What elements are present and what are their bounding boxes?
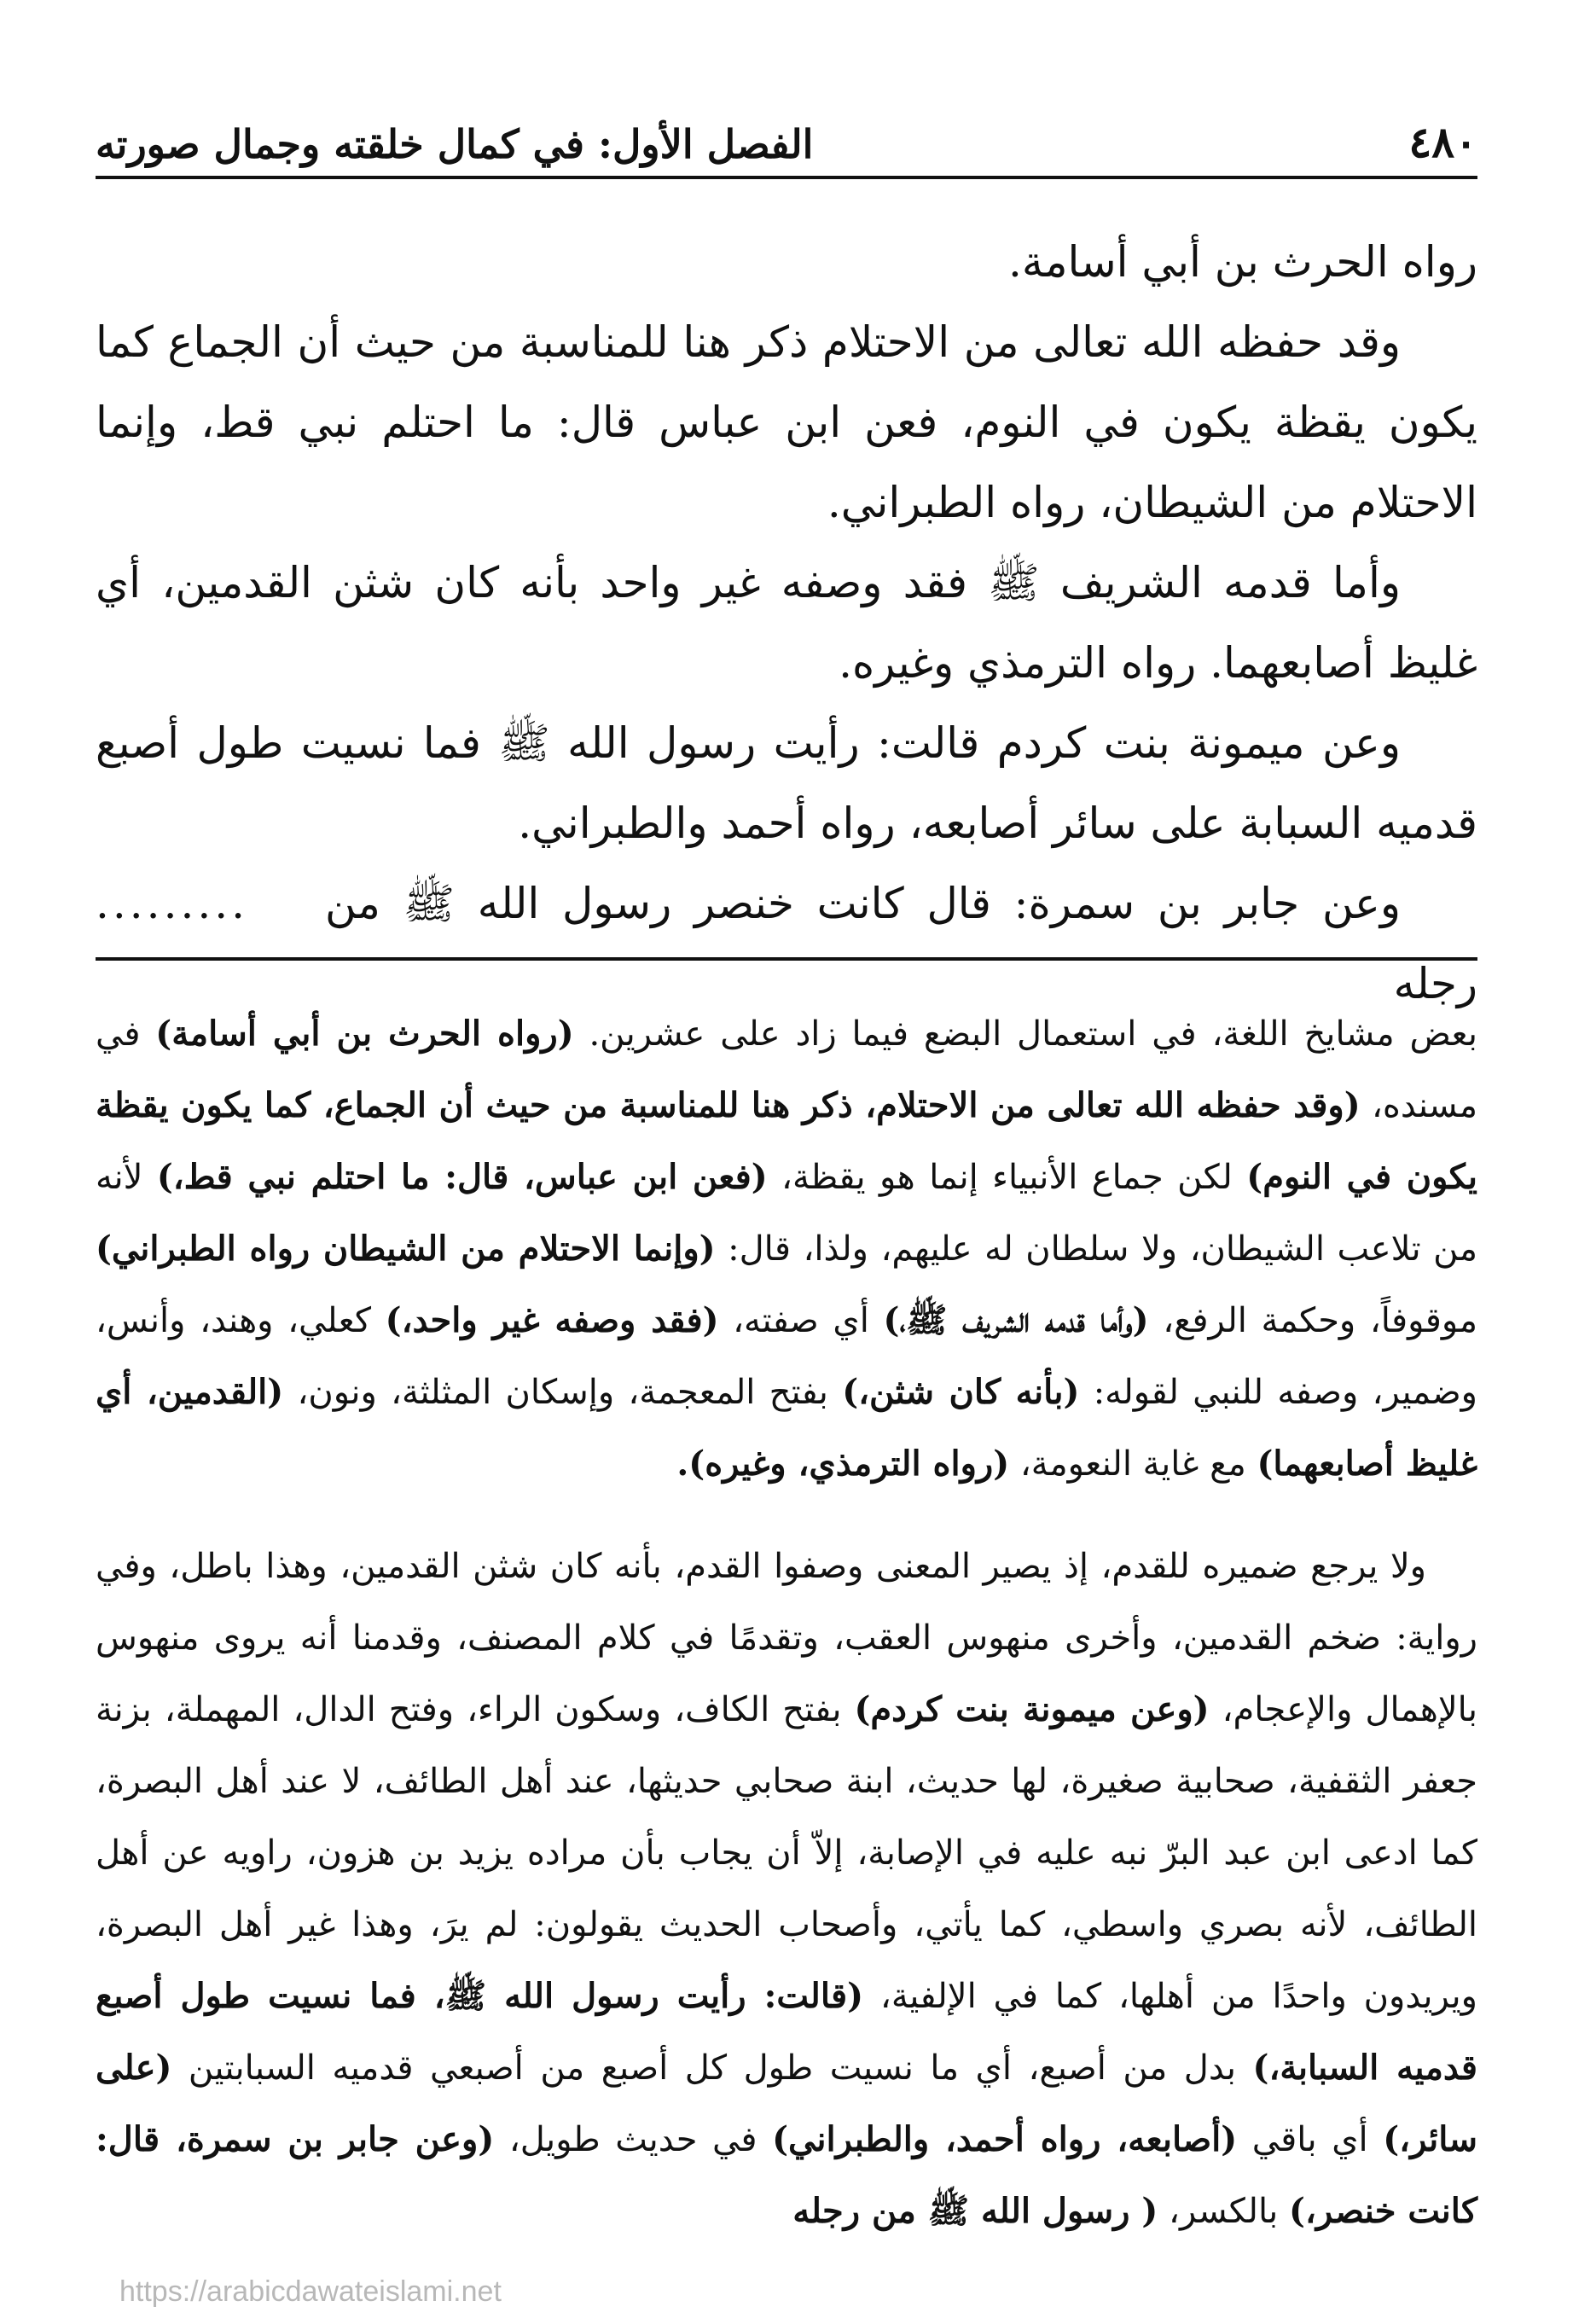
commentary-text: [96, 998, 1477, 2247]
commentary-segment: بفتح المعجمة، وإسكان المثلثة، ونون،: [283, 1373, 843, 1412]
chapter-title: الفصل الأول: في كمال خلقته وجمال صورته: [96, 121, 814, 167]
commentary-segment: كعلي، وهند، وأنس، وضمير، وصفه للنبي لقوله:: [96, 1301, 1477, 1412]
commentary-segment: أي باقي: [1237, 2120, 1384, 2159]
quoted-text: (بأنه كان شثن،): [842, 1372, 1080, 1412]
quoted-text: (فعن ابن عباس، قال: ما احتلم نبي قط،): [156, 1157, 768, 1197]
quoted-text: (وعن ميمونة بنت كردم): [854, 1689, 1210, 1729]
main-text: [96, 222, 1477, 1024]
commentary-segment: في حديث طويل،: [494, 2120, 773, 2159]
quoted-text: (وعن جابر بن سمرة، قال: كانت خنصر،): [96, 2119, 1477, 2231]
quoted-text: (وإنما الاحتلام من الشيطان رواه الطبراني): [96, 1229, 716, 1269]
commentary-segment: لأنه من تلاعب الشيطان، ولا سلطان له عليهم، ولذا، قال:: [96, 1158, 1477, 1269]
main-paragraph: وعن ميمونة بنت كردم قالت: رأيت رسول الله ﷺ فما نسيت طول أصبع قدميه السبابة على سائر أصابعه، رواه أحمد والطبراني.: [96, 718, 1477, 848]
page-number: ٤٨٠: [1408, 117, 1477, 167]
commentary-segment: مع غاية النعومة،: [1009, 1444, 1257, 1484]
main-paragraph: وقد حفظه الله تعالى من الاحتلام ذكر هنا للمناسبة من حيث أن الجماع كما يكون يقظة يكون في النوم، فعن ابن عباس قال: ما احتلم نبي قط، وإنما الاحتلام من الشيطان، رواه الطبراني.: [96, 317, 1477, 527]
section-divider: [96, 957, 1477, 961]
main-paragraph: رواه الحرث بن أبي أسامة.: [1008, 237, 1477, 287]
quoted-text: ( رسول الله ﷺ من رجله: [792, 2191, 1158, 2231]
continuation-dots: .........: [96, 879, 249, 928]
commentary-segment: بعض مشايخ اللغة، في استعمال البضع فيما زاد على عشرين.: [573, 1014, 1477, 1054]
quoted-text: (القدمين، أي غليظ أصابعهما): [96, 1372, 1477, 1484]
quoted-text: (فقد وصفه غير واحد،): [385, 1300, 719, 1340]
commentary-segment: بفتح الكاف، وسكون الراء، وفتح الدال، المهملة، بزنة جعفر الثقفية، صحابية صغيرة، لها حديث، ابنة صحابي حديثها، عند أهل الطائف، لا عند أهل البصرة، كما ادعى ابن عبد البرّ نبه عليه في الإصابة، إلاّ أن يجاب بأن مراده يزيد بن هزون، راويه عن أهل الطائف، لأنه بصري واسطي، كما يأتي، وأصحاب الحديث يقولون: لم يرَ، وهذا غير أهل البصرة، ويريدون واحدًا من أهلها، كما في الإلفية،: [96, 1690, 1478, 2016]
quoted-text: (أصابعه، رواه أحمد، والطبراني): [772, 2119, 1238, 2159]
commentary-segment: بدل من أصبع، أي ما نسيت طول كل أصبع من أصبعي قدميه السبابتين: [171, 2048, 1253, 2088]
quoted-text: (رواه الحرث بن أبي أسامة): [155, 1014, 574, 1054]
commentary-segment: أي صفته،: [718, 1301, 884, 1340]
main-paragraph-text: وعن جابر بن سمرة: قال كانت خنصر رسول الله ﷺ من رجله: [325, 879, 1477, 1008]
commentary-paragraph: [96, 1531, 1477, 2247]
quoted-text: (وأما قدمه الشريف ﷺ،): [883, 1300, 1149, 1340]
commentary-segment: لكن جماع الأنبياء إنما هو يقظة،: [767, 1158, 1247, 1197]
main-paragraph: وأما قدمه الشريف ﷺ فقد وصفه غير واحد بأنه كان شثن القدمين، أي غليظ أصابعهما. رواه الترمذي وغيره.: [96, 558, 1477, 688]
page-header: [96, 102, 1477, 179]
commentary-segment: بالكسر،: [1158, 2192, 1290, 2231]
quoted-text: (رواه الترمذي، وغيره).: [676, 1444, 1010, 1484]
commentary-segment: ولا يرجع ضميره للقدم، إذ يصير المعنى وصفوا القدم، بأنه كان شثن القدمين، وهذا باطل، وفي رواية: ضخم القدمين، وأخرى منهوس العقب، وتقدمًا في كلام المصنف، وقدمنا أنه يروى منهوس بالإهمال والإعجام،: [96, 1547, 1478, 1729]
quoted-text: (وقد حفظه الله تعالى من الاحتلام، ذكر هنا للمناسبة من حيث أن الجماع، كما يكون يقظة يكون في النوم): [96, 1085, 1478, 1197]
commentary-segment: موقوفاً، وحكمة الرفع،: [1148, 1301, 1477, 1340]
quoted-text: (على سائر،): [96, 2048, 1477, 2159]
quoted-text: (قالت: رأيت رسول الله ﷺ، فما نسيت طول أصبع قدميه السبابة،): [96, 1976, 1478, 2088]
watermark-url: https://arabicdawateislami.net: [119, 2275, 502, 2308]
commentary-paragraph: [96, 998, 1477, 1500]
commentary-segment: في مسنده،: [96, 1014, 1478, 1125]
